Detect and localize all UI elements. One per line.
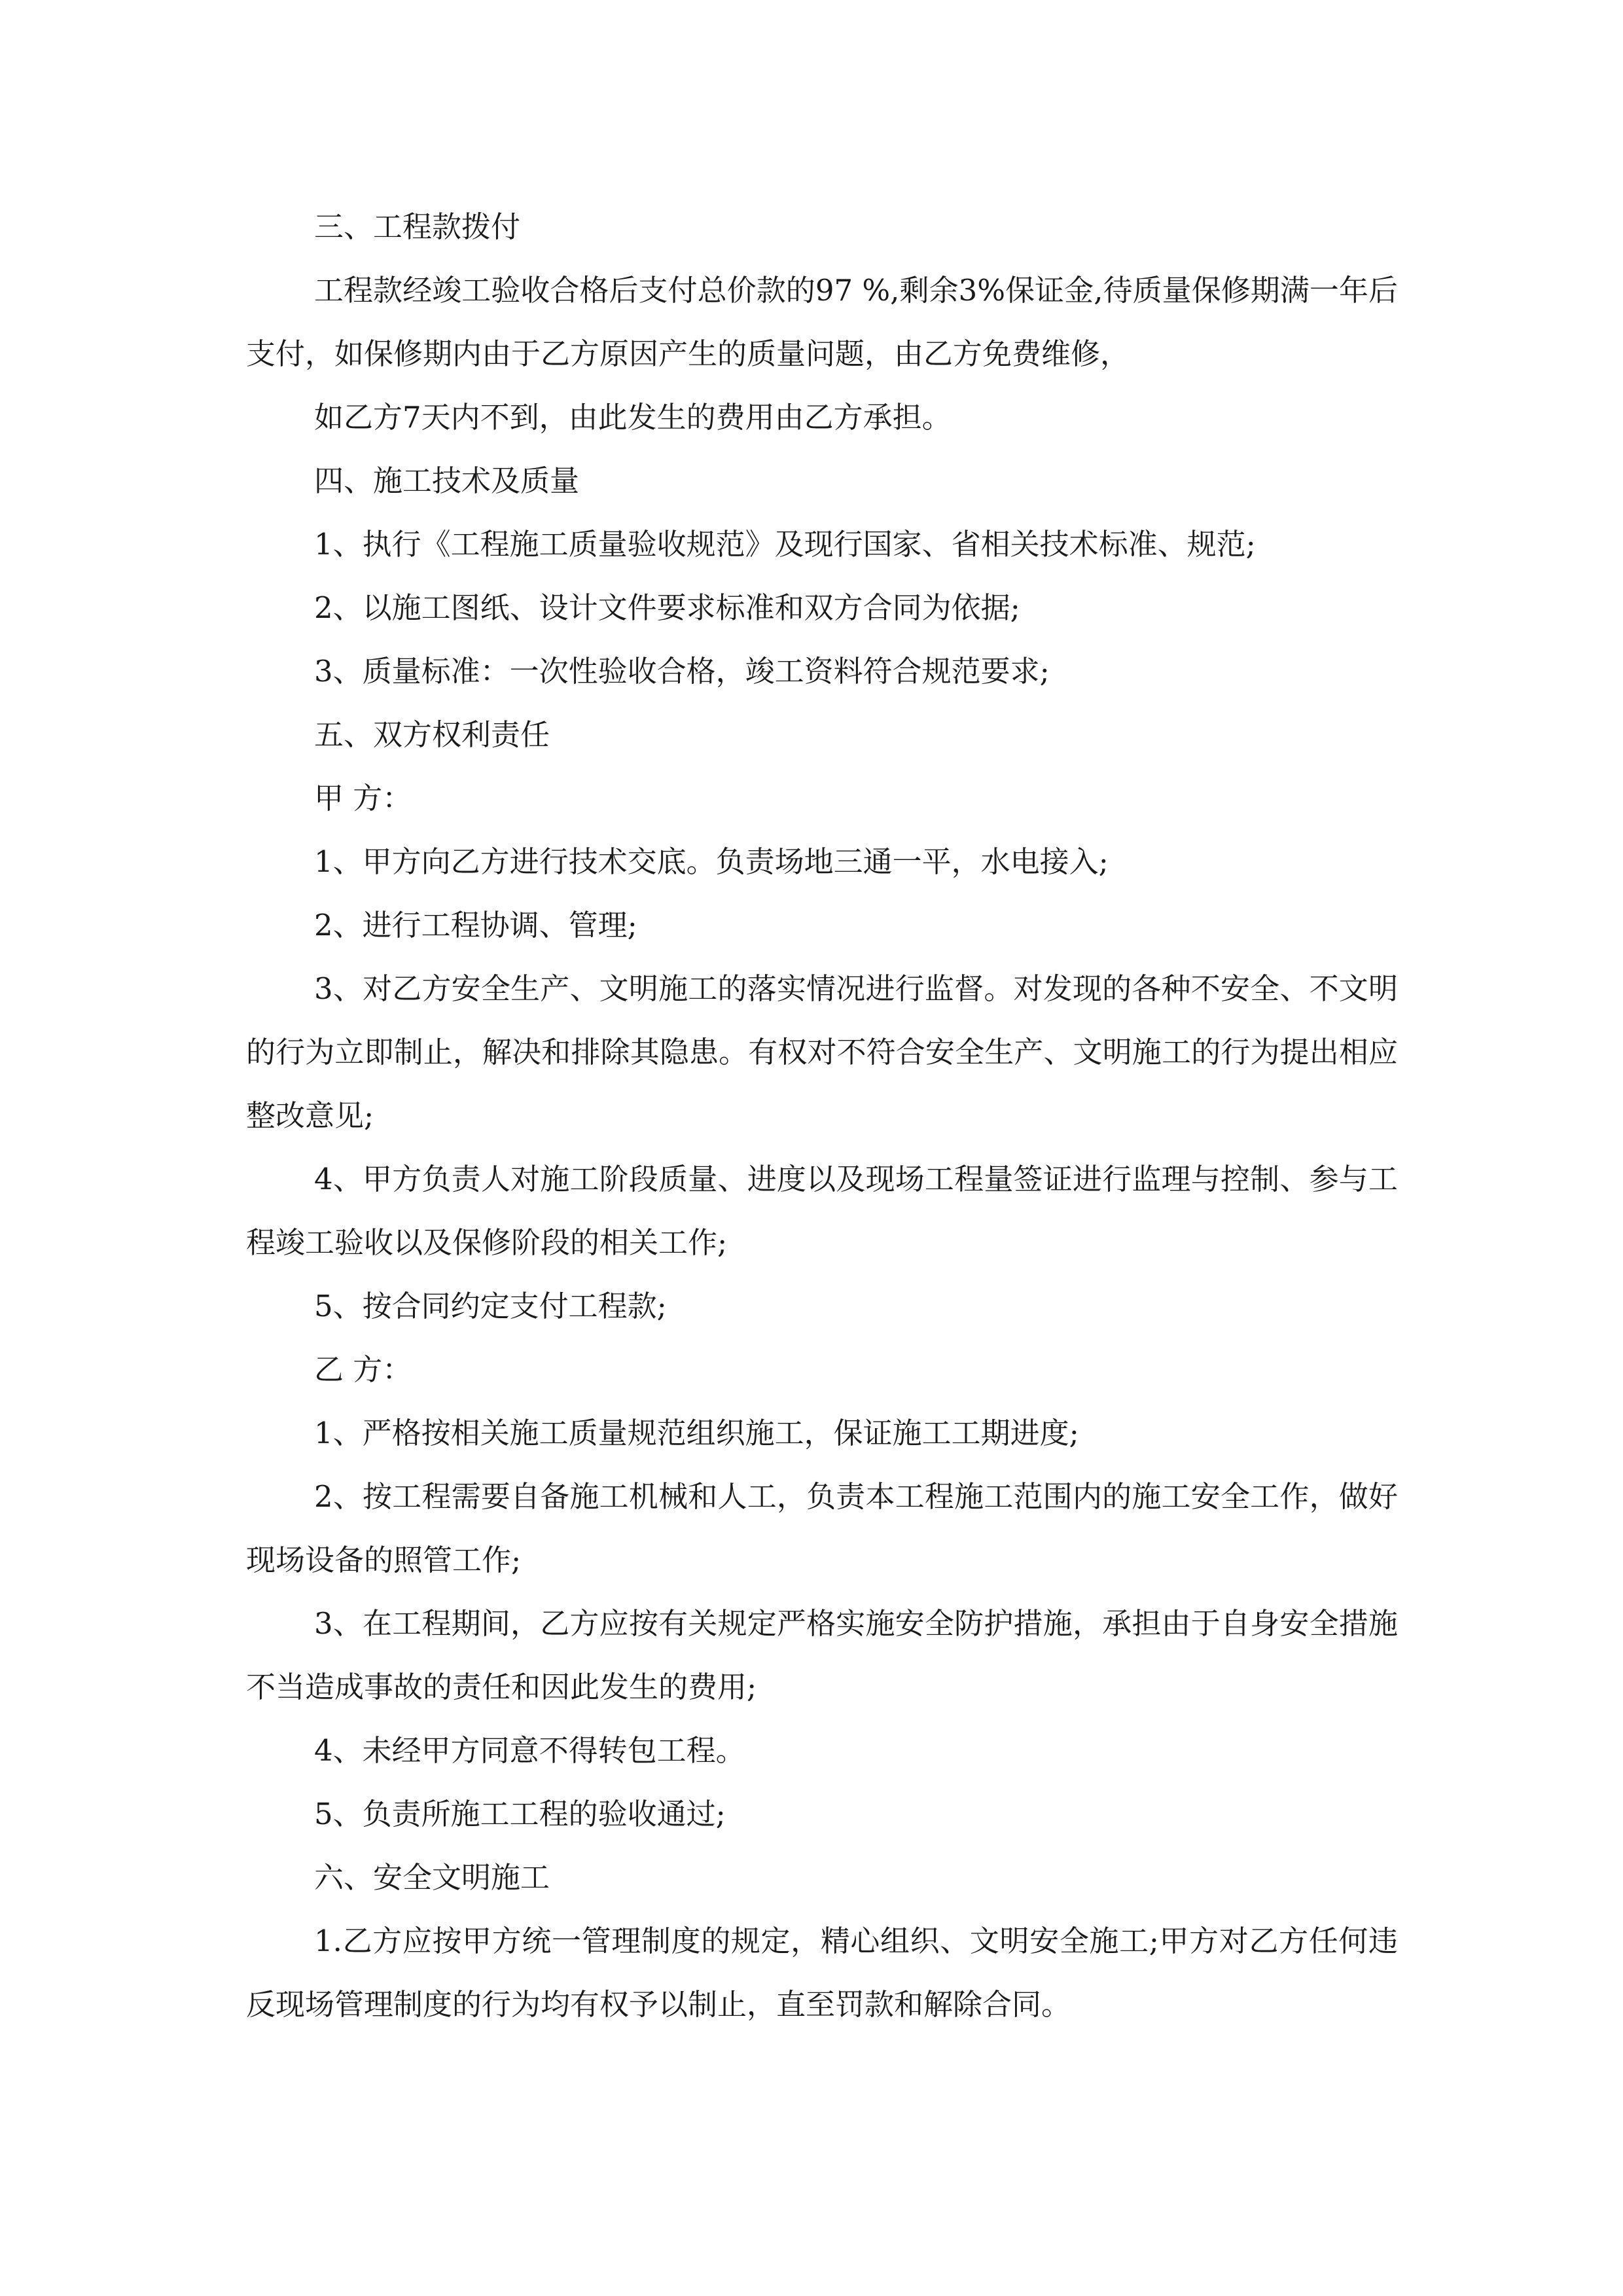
list-item-party-a-1: 1、甲方向乙方进行技术交底。负责场地三通一平，水电接入;: [314, 844, 1109, 879]
subheading-party-b: 乙 方：: [314, 1352, 412, 1387]
list-item-quality-3: 3、质量标准：一次性验收合格，竣工资料符合规范要求;: [314, 654, 1050, 689]
paragraph-payment-terms: 工程款经竣工验收合格后支付总价款的97 %,剩余3%保证金,待质量保修期满一年后支付，如保修期内由于乙方原因产生的质量问题，由乙方免费维修，: [246, 273, 1398, 371]
list-item-quality-2: 2、以施工图纸、设计文件要求标准和双方合同为依据;: [314, 590, 1020, 625]
list-item-party-b-2: 2、按工程需要自备施工机械和人工，负责本工程施工范围内的施工安全工作，做好现场设备的照管工作;: [246, 1479, 1398, 1577]
document-body: [246, 195, 1398, 2036]
section-heading-safety: 六、安全文明施工: [314, 1860, 550, 1895]
list-item-party-b-1: 1、严格按相关施工质量规范组织施工，保证施工工期进度;: [314, 1416, 1079, 1450]
list-item-party-a-2: 2、进行工程协调、管理;: [314, 908, 637, 942]
paragraph-payment-note: 如乙方7天内不到，由此发生的费用由乙方承担。: [314, 400, 952, 435]
list-item-party-a-3: 3、对乙方安全生产、文明施工的落实情况进行监督。对发现的各种不安全、不文明的行为立即制止，解决和排除其隐患。有权对不符合安全生产、文明施工的行为提出相应整改意见;: [246, 971, 1398, 1133]
list-item-party-b-3: 3、在工程期间，乙方应按有关规定严格实施安全防护措施，承担由于自身安全措施不当造成事故的责任和因此发生的费用;: [246, 1606, 1398, 1704]
list-item-party-b-5: 5、负责所施工工程的验收通过;: [314, 1797, 726, 1831]
section-heading-rights: 五、双方权利责任: [314, 717, 550, 752]
section-heading-quality: 四、施工技术及质量: [314, 463, 580, 498]
list-item-party-b-4: 4、未经甲方同意不得转包工程。: [314, 1733, 745, 1768]
list-item-quality-1: 1、执行《工程施工质量验收规范》及现行国家、省相关技术标准、规范;: [314, 527, 1256, 562]
section-heading-payment: 三、工程款拨付: [314, 209, 521, 244]
list-item-safety-1: 1.乙方应按甲方统一管理制度的规定，精心组织、文明安全施工;甲方对乙方任何违反现场管理制度的行为均有权予以制止，直至罚款和解除合同。: [246, 1924, 1398, 2022]
list-item-party-a-4: 4、甲方负责人对施工阶段质量、进度以及现场工程量签证进行监理与控制、参与工程竣工验收以及保修阶段的相关工作;: [246, 1162, 1398, 1260]
subheading-party-a: 甲 方：: [314, 781, 412, 816]
list-item-party-a-5: 5、按合同约定支付工程款;: [314, 1289, 667, 1323]
